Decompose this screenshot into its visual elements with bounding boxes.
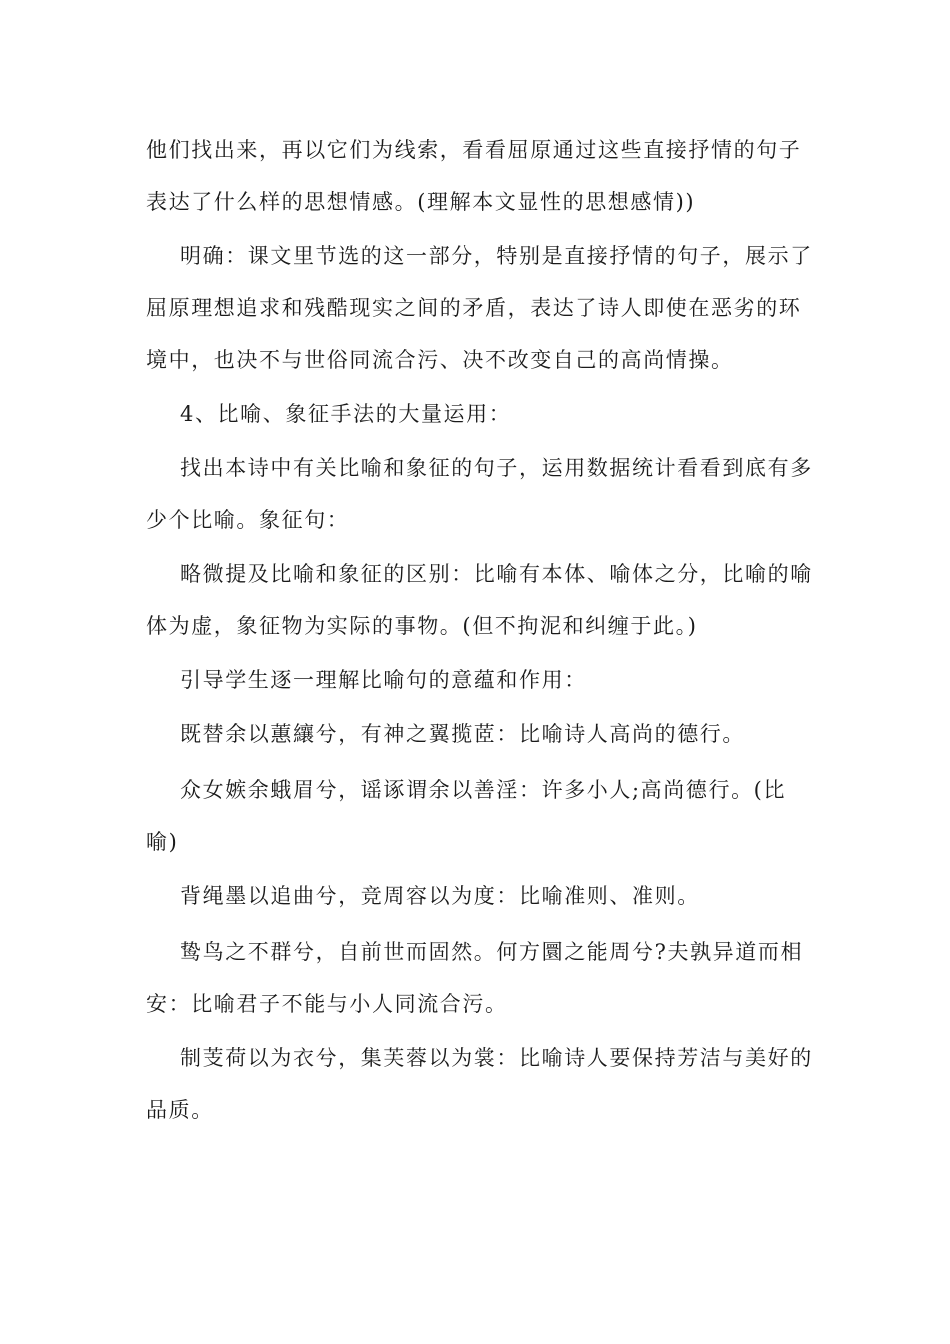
- paragraph-9: [146, 870, 808, 922]
- paragraph-2: [146, 230, 813, 386]
- paragraph-line: 既替余以蕙纕兮，有神之翼揽茝：比喻诗人高尚的德行。: [180, 722, 745, 746]
- paragraph-3: [146, 388, 808, 440]
- paragraph-line: 制芰荷以为衣兮，集芙蓉以为裳：比喻诗人要保持芳洁与美好的: [180, 1046, 813, 1070]
- paragraph-line: 境中，也决不与世俗同流合污、决不改变自己的高尚情操。: [146, 348, 734, 372]
- paragraph-7: [146, 708, 808, 760]
- paragraph-8: [146, 764, 808, 868]
- paragraph-line: 找出本诗中有关比喻和象征的句子，运用数据统计看看到底有多: [180, 456, 813, 480]
- paragraph-line: 引导学生逐一理解比喻句的意蕴和作用：: [180, 668, 587, 692]
- paragraph-line: 少个比喻。象征句：: [146, 508, 350, 532]
- paragraph-line: 安：比喻君子不能与小人同流合污。: [146, 992, 508, 1016]
- paragraph-line: 屈原理想追求和残酷现实之间的矛盾，表达了诗人即使在恶劣的环: [146, 296, 802, 320]
- paragraph-line: 略微提及比喻和象征的区别：比喻有本体、喻体之分，比喻的喻: [180, 562, 813, 586]
- paragraph-1: [146, 124, 808, 228]
- paragraph-4: [146, 442, 813, 546]
- paragraph-line: 表达了什么样的思想情感。(理解本文显性的思想感情)): [146, 190, 696, 214]
- paragraph-10: [146, 926, 808, 1030]
- section-heading: 4、比喻、象征手法的大量运用：: [180, 402, 512, 426]
- paragraph-line: 明确：课文里节选的这一部分，特别是直接抒情的句子，展示了: [180, 244, 813, 268]
- paragraph-line: 众女嫉余蛾眉兮，谣诼谓余以善淫：许多小人;高尚德行。(比: [180, 778, 787, 802]
- paragraph-line: 他们找出来，再以它们为线索，看看屈原通过这些直接抒情的句子: [146, 138, 802, 162]
- paragraph-line: 鸷鸟之不群兮，自前世而固然。何方圜之能周兮?夫孰异道而相: [180, 940, 804, 964]
- paragraph-line: 喻): [146, 830, 179, 854]
- paragraph-11: [146, 1032, 813, 1136]
- paragraph-line: 背绳墨以追曲兮，竞周容以为度：比喻准则、准则。: [180, 884, 700, 908]
- paragraph-line: 体为虚，象征物为实际的事物。(但不拘泥和纠缠于此。): [146, 614, 698, 638]
- paragraph-5: [146, 548, 813, 652]
- paragraph-line: 品质。: [146, 1098, 214, 1122]
- paragraph-6: [146, 654, 808, 706]
